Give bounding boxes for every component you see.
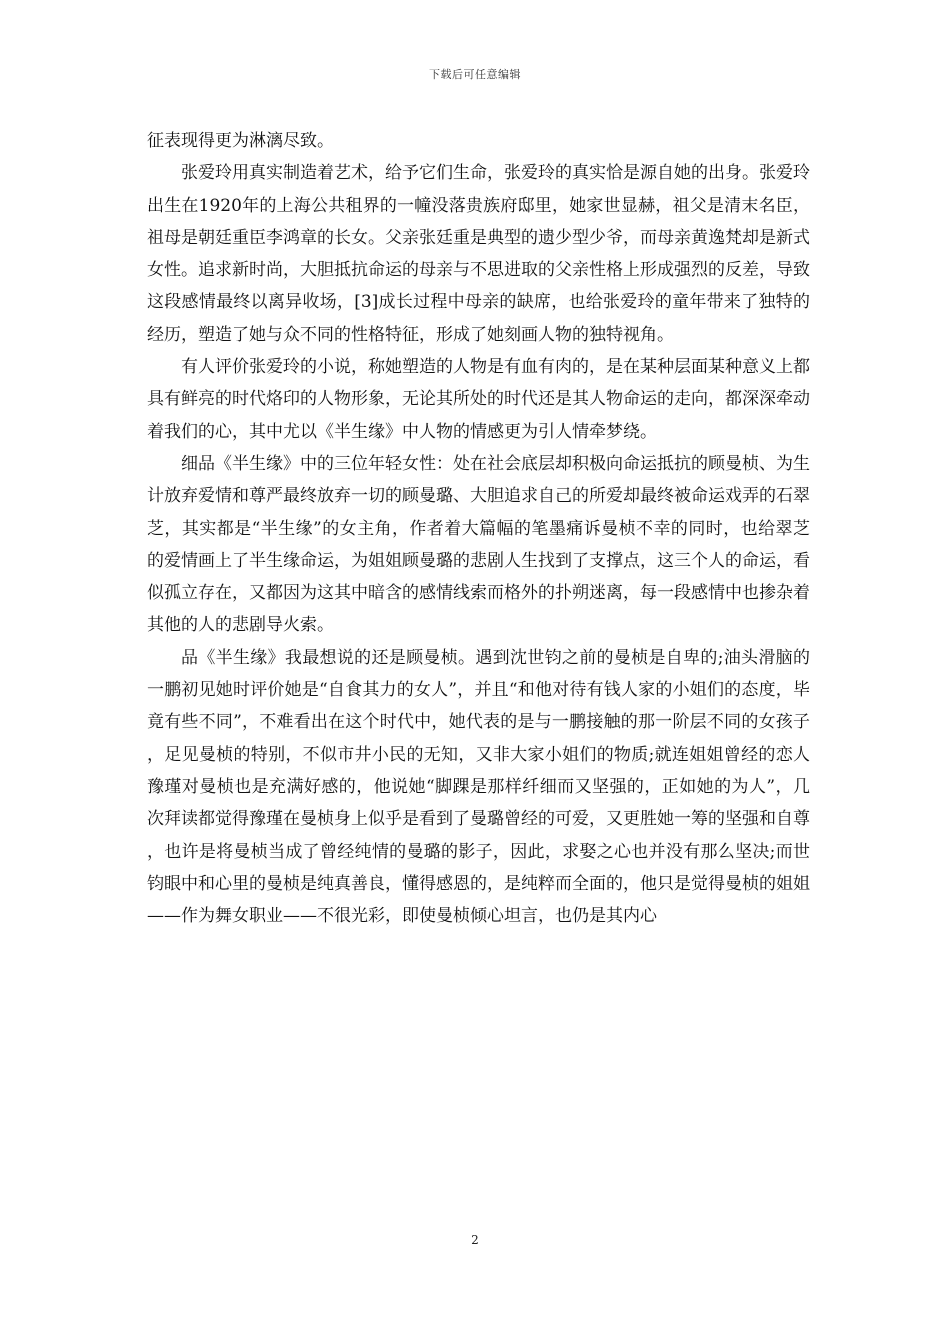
- page-number: 2: [471, 1233, 479, 1247]
- paragraph: 有人评价张爱玲的小说，称她塑造的人物是有血有肉的，是在某种层面某种意义上都具有鲜亮的时代烙印的人物形象，无论其所处的时代还是其人物命运的走向，都深深牵动着我们的心，其中尤以《半生缘》中人物的情感更为引人情牵梦绕。: [147, 357, 810, 442]
- paragraph: 细品《半生缘》中的三位年轻女性：处在社会底层却积极向命运抵抗的顾曼桢、为生计放弃爱情和尊严最终放弃一切的顾曼璐、大胆追求自己的所爱却最终被命运戏弄的石翠芝，其实都是“半生缘”的女主角，作者着大篇幅的笔墨痛诉曼桢不幸的同时，也给翠芝的爱情画上了半生缘命运，为姐姐顾曼璐的悲剧人生找到了支撑点，这三个人的命运，看似孤立存在，又都因为这其中暗含的感情线索而格外的扑朔迷离，每一段感情中也掺杂着其他的人的悲剧导火索。: [147, 453, 810, 636]
- paragraph: 张爱玲用真实制造着艺术，给予它们生命，张爱玲的真实恰是源自她的出身。张爱玲出生在1920年的上海公共租界的一幢没落贵族府邸里，她家世显赫，祖父是清末名臣，祖母是朝廷重臣李鸿章的长女。父亲张廷重是典型的遗少型少爷，而母亲黄逸梵却是新式女性。追求新时尚，大胆抵抗命运的母亲与不思进取的父亲性格上形成强烈的反差，导致这段感情最终以离异收场，[3]成长过程中母亲的缺席，也给张爱玲的童年带来了独特的经历，塑造了她与众不同的性格特征，形成了她刻画人物的独特视角。: [147, 163, 810, 345]
- paragraph: 品《半生缘》我最想说的还是顾曼桢。遇到沈世钧之前的曼桢是自卑的;油头滑脑的一鹏初见她时评价她是“自食其力的女人”，并且“和他对待有钱人家的小姐们的态度，毕竟有些不同”，不难看出在这个时代中，她代表的是与一鹏接触的那一阶层不同的女孩子，足见曼桢的特别，不似市井小民的无知，又非大家小姐们的物质;就连姐姐曾经的恋人豫瑾对曼桢也是充满好感的，他说她“脚踝是那样纤细而又坚强的，正如她的为人”，几次拜读都觉得豫瑾在曼桢身上似乎是看到了曼璐曾经的可爱，又更胜她一筹的坚强和自尊，也许是将曼桢当成了曾经纯情的曼璐的影子，因此，求娶之心也并没有那么坚决;而世钧眼中和心里的曼桢是纯真善良，懂得感恩的，是纯粹而全面的，他只是觉得曼桢的姐姐——作为舞女职业——不很光彩，即使曼桢倾心坦言，也仍是其内心: [147, 647, 810, 927]
- body-text: [147, 125, 810, 932]
- page-header: 下载后可任意编辑: [429, 68, 521, 81]
- paragraph-continuation: 征表现得更为淋漓尽致。: [147, 131, 334, 151]
